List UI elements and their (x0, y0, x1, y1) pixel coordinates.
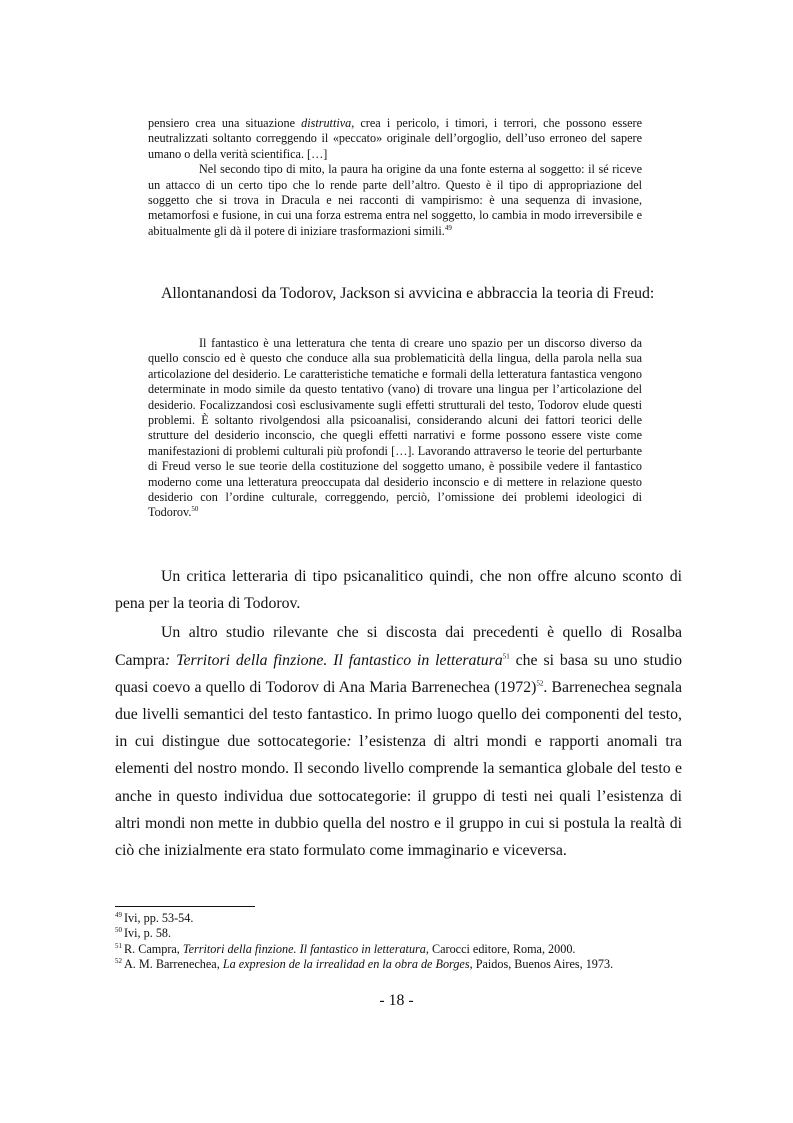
footnote-ref[interactable]: 51 (502, 652, 510, 661)
footnote-51: $^{51}$ R. Campra, Territori della finzione. Il fantastico in letteratura, Carocci editore, Roma, 2000. (115, 941, 576, 956)
body-text (115, 563, 682, 864)
footnote-ref[interactable]: 49 (444, 223, 452, 232)
footnote-52: $^{52}$ A. M. Barrenechea, La expresion de la irrealidad en la obra de Borges, Paidos, Buenos Aires, 1973. (115, 956, 614, 971)
intro-line: Allontanandosi da Todorov, Jackson si avvicina e abbraccia la teoria di Freud: (161, 285, 655, 302)
quote-1-paragraph-a: pensiero crea una situazione distruttiva, crea i pericolo, i timori, i terrori, che possono essere neutralizzati soltanto correggendo il «peccato» originale dell’orgoglio, dell’uso erroneo del sapere umano o della verità scientifica. […] (148, 116, 642, 161)
block-quote-2 (148, 336, 642, 521)
footnote-ref[interactable]: 50 (191, 505, 199, 514)
footnote-50: $^{50}$ Ivi, p. 58. (115, 926, 172, 941)
page-number: - 18 - (379, 992, 414, 1009)
footnote-separator (115, 906, 255, 907)
footnotes (115, 911, 715, 972)
emphasis: distruttiva (301, 116, 352, 130)
body-paragraph-1: Un critica letteraria di tipo psicanalitico quindi, che non offre alcuno sconto di pena per la teoria di Todorov. (115, 568, 682, 613)
quote-2-paragraph: Il fantastico è una letteratura che tenta di creare uno spazio per un discorso diverso da quello conscio ed è questo che conduce alla sua problematicità della lingua, della parola nella sua articolazione del desiderio. Le caratteristiche tematiche e formali della letteratura fantastica vengono determinate in modo simile da questo tentativo (vano) di trovare una lingua per l’articolazione del desiderio. Focalizzandosi così esclusivamente sugli effetti strutturali del testo, Todorov elude questi problemi. È soltanto rivolgendosi alla psicoanalisi, considerando alcuni dei fattori teorici delle strutture del desiderio inconscio, che quegli effetti narrativi e forme possono essere viste come manifestazioni di problemi culturali più profondi […]. Lavorando attraverso le teorie del perturbante di Freud verso le sue teorie della costituzione del soggetto umano, è possibile vedere il fantastico moderno come una letteratura preoccupata dal desiderio inconscio e di mettere in relazione questo desiderio con l’ordine culturale, correggendo, perciò, l’omissione dei problemi ideologici di Todorov.$^{50}$ (148, 336, 642, 520)
block-quote-1 (148, 116, 642, 239)
book-title: : Territori della finzione. Il fantastico in letteratura (165, 651, 503, 669)
footnote-49: $^{49}$ Ivi, pp. 53-54. (115, 910, 194, 925)
footnote-ref[interactable]: 52 (536, 679, 544, 688)
quote-1-paragraph-b: Nel secondo tipo di mito, la paura ha origine da una fonte esterna al soggetto: il sé riceve un attacco di un certo tipo che lo rende parte dell’altro. Questo è il tipo di appropriazione del soggetto che si trova in Dracula e nei racconti di vampirismo: è una sequenza di invasione, metamorfosi e fusione, in cui una forza estrema entra nel soggetto, lo cambia in modo irreversibile e abitualmente gli dà il potere di iniziare trasformazioni simili.$^{49}$ (148, 162, 642, 238)
body-paragraph-2: Un altro studio rilevante che si discosta dai precedenti è quello di Rosalba Campra: Territori della finzione. Il fantastico in letteratura$^{51}$ che si basa su uno studio quasi coevo a quello di Todorov di Ana Maria Barrenechea $(1972)^{52}$. Barrenechea segnala due livelli semantici del testo fantastico. In primo luogo quello dei componenti del testo, in cui distingue due sottocategorie: l’esistenza di altri mondi e rapporti anomali tra elementi del nostro mondo. Il secondo livello comprende la semantica globale del testo e anche in questo individua due sottocategorie: il gruppo di testi nei quali l’esistenza di altri mondi non mette in dubbio quella del nostro e il gruppo in cui si postula la realtà di ciò che inizialmente era stato formulato come immaginario e viceversa. (115, 624, 683, 860)
